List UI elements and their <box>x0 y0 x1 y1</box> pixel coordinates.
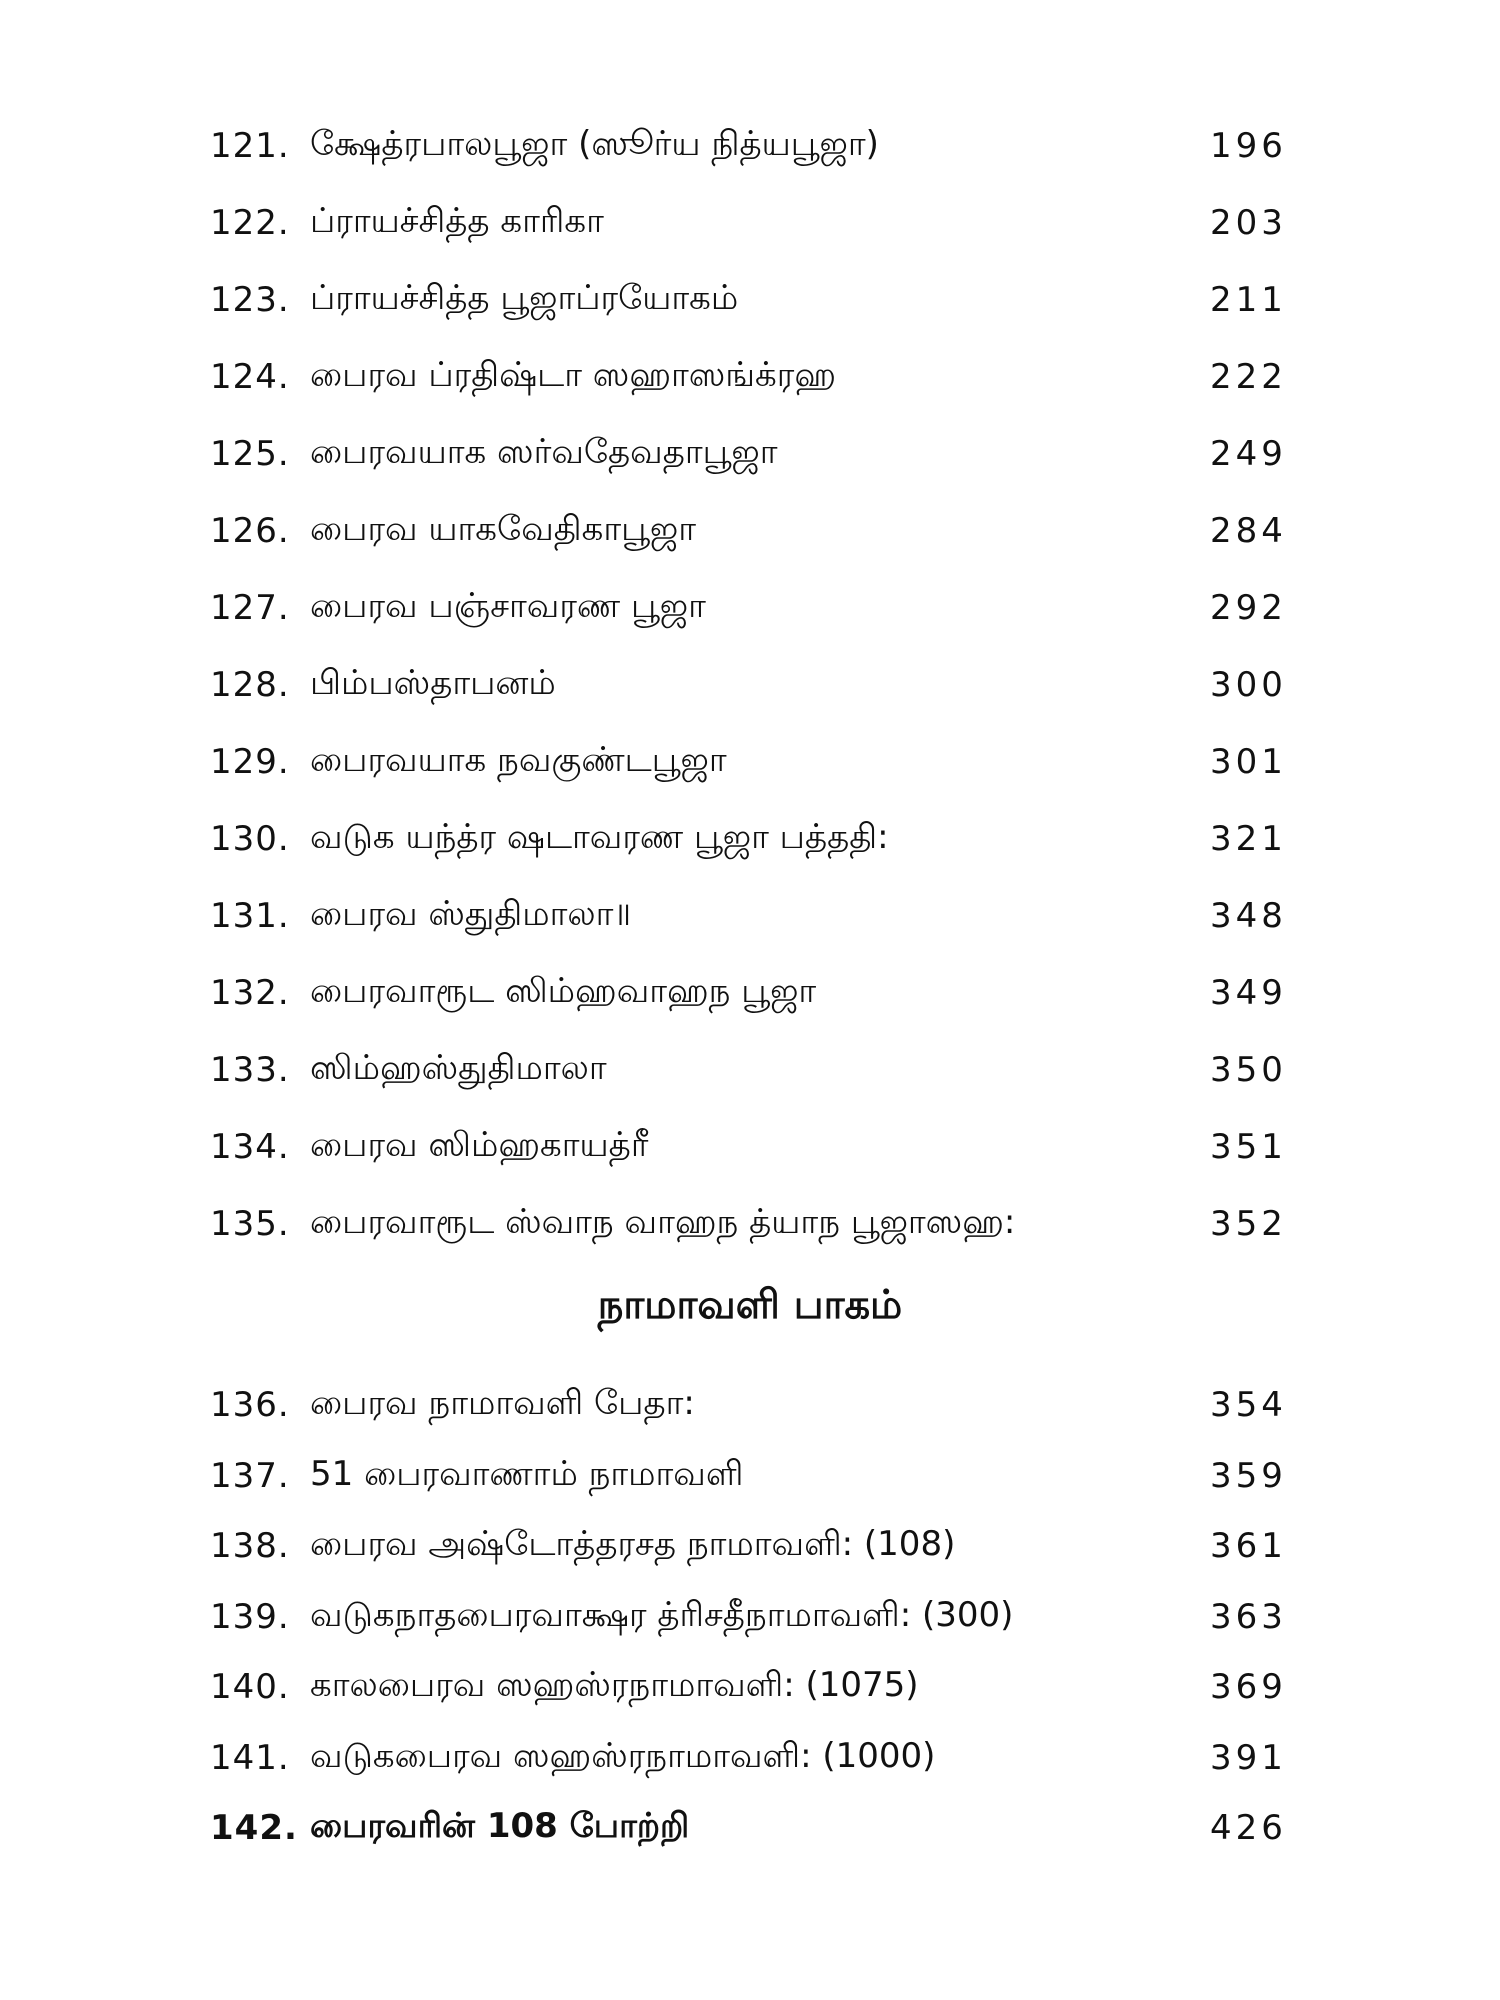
entry-page: 222 <box>1210 356 1287 397</box>
entry-number: 125. <box>210 433 290 474</box>
entry-title: பைரவ ஸ்துதிமாலா॥ <box>310 893 632 934</box>
entry-page: 211 <box>1210 279 1287 320</box>
entry-title: காலபைரவ ஸஹஸ்ரநாமாவளி: (1075) <box>310 1665 919 1706</box>
entry-title: பைரவ யாகவேதிகாபூஜா <box>310 508 696 549</box>
entry-number: 140. <box>210 1667 290 1708</box>
entry-title: பைரவ ப்ரதிஷ்டா ஸஹாஸங்க்ரஹ <box>310 354 837 395</box>
entry-page: 301 <box>1210 741 1287 782</box>
toc-entry-135 <box>210 1185 1320 1262</box>
entry-page: 203 <box>1210 202 1287 243</box>
entry-page: 351 <box>1210 1126 1287 1167</box>
entry-number: 128. <box>210 664 290 705</box>
entry-page: 363 <box>1210 1596 1287 1637</box>
toc-entry-137 <box>210 1441 1320 1512</box>
entry-title: பிம்பஸ்தாபனம் <box>310 662 556 703</box>
entry-title: வடுக யந்த்ர ஷடாவரண பூஜா பத்ததி: <box>310 816 889 857</box>
entry-number: 132. <box>210 972 290 1013</box>
entry-title: பைரவ பஞ்சாவரண பூஜா <box>310 585 706 626</box>
entry-number: 129. <box>210 741 290 782</box>
entry-page: 292 <box>1210 587 1287 628</box>
toc-entry-136 <box>210 1370 1320 1441</box>
toc-entry-125 <box>210 415 1320 492</box>
entry-title: பைரவாரூட ஸிம்ஹவாஹந பூஜா <box>310 970 817 1011</box>
entry-page: 426 <box>1210 1808 1287 1849</box>
entry-page: 350 <box>1210 1049 1287 1090</box>
entry-title: பைரவயாக நவகுண்டபூஜா <box>310 739 727 780</box>
entry-title: பைரவயாக ஸர்வதேவதாபூஜா <box>310 431 778 472</box>
entry-page: 369 <box>1210 1667 1287 1708</box>
toc-entry-122 <box>210 184 1320 261</box>
entry-title: ப்ராயச்சித்த பூஜாப்ரயோகம் <box>310 277 739 318</box>
toc-entry-123 <box>210 261 1320 338</box>
entry-page: 359 <box>1210 1455 1287 1496</box>
toc-entry-133 <box>210 1031 1320 1108</box>
entry-page: 348 <box>1210 895 1287 936</box>
entry-number: 124. <box>210 356 290 397</box>
entry-title: பைரவ அஷ்டோத்தரசத நாமாவளி: (108) <box>310 1524 956 1565</box>
entry-title: வடுகநாதபைரவாக்ஷர த்ரிசதீநாமாவளி: (300) <box>310 1594 1014 1635</box>
entry-page: 196 <box>1210 125 1287 166</box>
entry-number: 133. <box>210 1049 290 1090</box>
entry-number: 123. <box>210 279 290 320</box>
entry-number: 135. <box>210 1203 290 1244</box>
entry-page: 349 <box>1210 972 1287 1013</box>
toc-entry-132 <box>210 954 1320 1031</box>
entry-page: 352 <box>1210 1203 1287 1244</box>
entry-number: 134. <box>210 1126 290 1167</box>
toc-entry-141 <box>210 1723 1320 1794</box>
toc-entry-139 <box>210 1582 1320 1653</box>
entry-number: 139. <box>210 1596 290 1637</box>
entry-title: பைரவரின் 108 போற்றி <box>310 1806 690 1847</box>
entry-title: வடுகபைரவ ஸஹஸ்ரநாமாவளி: (1000) <box>310 1735 936 1776</box>
entry-title: பைரவ நாமாவளி பேதா: <box>310 1383 695 1424</box>
toc-entry-138 <box>210 1511 1320 1582</box>
toc-entry-129 <box>210 723 1320 800</box>
toc-entry-130 <box>210 800 1320 877</box>
toc-section-main <box>210 107 1320 1262</box>
section-heading: நாமாவளி பாகம் <box>597 1282 903 1328</box>
toc-entry-127 <box>210 569 1320 646</box>
toc-section-namavali <box>210 1370 1320 1864</box>
toc-entry-131 <box>210 877 1320 954</box>
entry-page: 300 <box>1210 664 1287 705</box>
entry-title: 51 பைரவாணாம் நாமாவளி <box>310 1453 744 1494</box>
entry-page: 249 <box>1210 433 1287 474</box>
entry-number: 138. <box>210 1526 290 1567</box>
entry-number: 136. <box>210 1385 290 1426</box>
entry-number: 137. <box>210 1455 290 1496</box>
toc-entry-140 <box>210 1652 1320 1723</box>
toc-entry-126 <box>210 492 1320 569</box>
toc-entry-124 <box>210 338 1320 415</box>
entry-page: 354 <box>1210 1385 1287 1426</box>
entry-number: 141. <box>210 1737 290 1778</box>
entry-page: 391 <box>1210 1737 1287 1778</box>
entry-number: 121. <box>210 125 290 166</box>
entry-number: 127. <box>210 587 290 628</box>
entry-title: க்ஷேத்ரபாலபூஜா (ஸூர்ய நித்யபூஜா) <box>310 123 879 164</box>
toc-entry-121 <box>210 107 1320 184</box>
entry-number: 142. <box>210 1808 298 1849</box>
entry-page: 321 <box>1210 818 1287 859</box>
entry-page: 284 <box>1210 510 1287 551</box>
entry-title: பைரவ ஸிம்ஹகாயத்ரீ <box>310 1124 649 1165</box>
entry-number: 130. <box>210 818 290 859</box>
entry-number: 131. <box>210 895 290 936</box>
toc-entry-134 <box>210 1108 1320 1185</box>
entry-title: ஸிம்ஹஸ்துதிமாலா <box>310 1047 607 1088</box>
entry-title: பைரவாரூட ஸ்வாந வாஹந த்யாந பூஜாஸஹ: <box>310 1201 1016 1242</box>
entry-page: 361 <box>1210 1526 1287 1567</box>
toc-entry-142 <box>210 1793 1320 1864</box>
toc-entry-128 <box>210 646 1320 723</box>
entry-number: 122. <box>210 202 290 243</box>
entry-number: 126. <box>210 510 290 551</box>
entry-title: ப்ராயச்சித்த காரிகா <box>310 200 604 241</box>
